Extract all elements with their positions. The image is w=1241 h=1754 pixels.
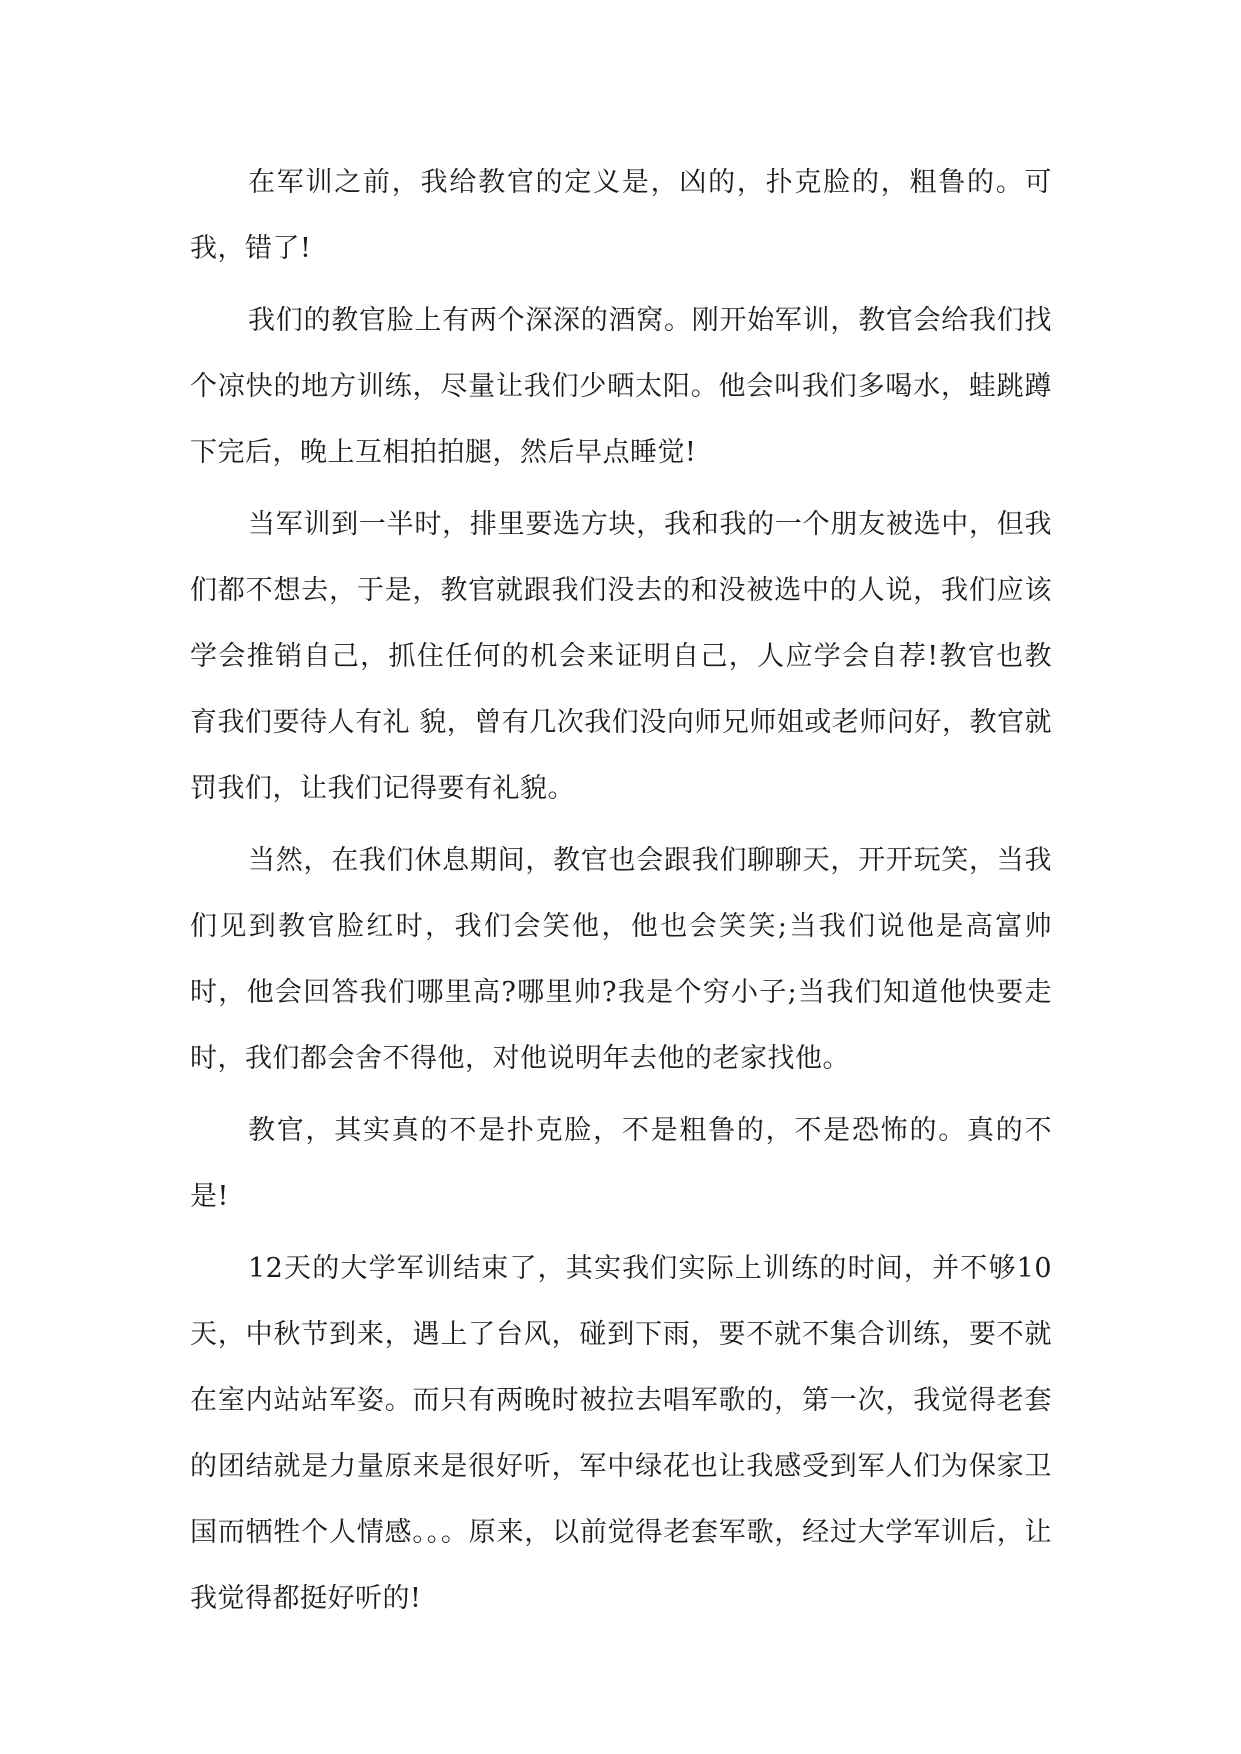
paragraph-2: 我们的教官脸上有两个深深的酒窝。刚开始军训，教官会给我们找个凉快的地方训练，尽量让我们少晒太阳。他会叫我们多喝水，蛙跳蹲下完后，晚上互相拍拍腿，然后早点睡觉! — [190, 305, 1052, 468]
paragraph-1: 在军训之前，我给教官的定义是，凶的，扑克脸的，粗鲁的。可我，错了! — [190, 167, 1052, 264]
paragraph-3: 当军训到一半时，排里要选方块，我和我的一个朋友被选中，但我们都不想去，于是，教官就跟我们没去的和没被选中的人说，我们应该学会推销自己，抓住任何的机会来证明自己，人应学会自荐!教官也教育我们要待人有礼 貌，曾有几次我们没向师兄师姐或老师问好，教官就罚我们，让我们记得要有礼貌。 — [190, 509, 1052, 804]
paragraph-6: 12天的大学军训结束了，其实我们实际上训练的时间，并不够10天，中秋节到来，遇上了台风，碰到下雨，要不就不集合训练，要不就在室内站站军姿。而只有两晚时被拉去唱军歌的，第一次，我觉得老套的团结就是力量原来是很好听，军中绿花也让我感受到军人们为保家卫国而牺牲个人情感。。。原来，以前觉得老套军歌，经过大学军训后，让我觉得都挺好听的! — [190, 1253, 1052, 1614]
paragraph-4: 当然，在我们休息期间，教官也会跟我们聊聊天，开开玩笑，当我们见到教官脸红时，我们会笑他，他也会笑笑;当我们说他是高富帅时，他会回答我们哪里高?哪里帅?我是个穷小子;当我们知道他快要走时，我们都会舍不得他，对他说明年去他的老家找他。 — [190, 845, 1052, 1074]
paragraph-5: 教官，其实真的不是扑克脸，不是粗鲁的，不是恐怖的。真的不是! — [190, 1115, 1052, 1212]
document-page — [190, 150, 1052, 1638]
